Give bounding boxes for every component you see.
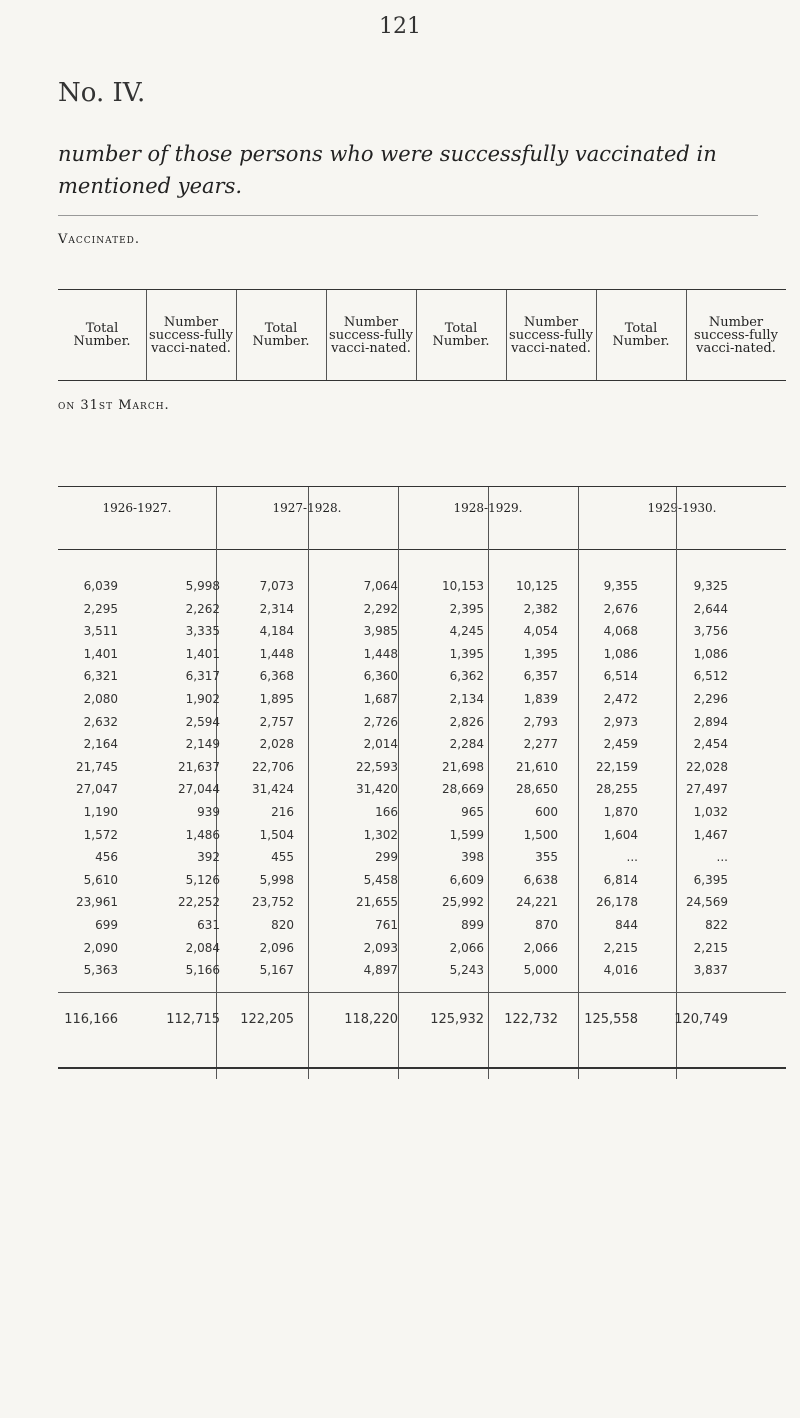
- table-cell: 4,897: [363, 963, 398, 978]
- table-cell: 6,814: [603, 872, 638, 887]
- column-header-row: [58, 289, 786, 381]
- table-cell: 939: [197, 805, 220, 819]
- table-cell: 456: [95, 850, 118, 865]
- table-cell: 600: [535, 805, 558, 819]
- table-cell: 21,698: [442, 759, 484, 774]
- total-cell: 118,220: [344, 1012, 398, 1027]
- table-cell: 2,093: [363, 940, 398, 955]
- table-cell: 7,064: [363, 579, 398, 593]
- table-row: [58, 711, 786, 733]
- table-cell: 4,054: [523, 624, 558, 639]
- table-cell: 5,167: [259, 963, 294, 978]
- table-cell: 1,895: [259, 692, 294, 706]
- column-header: Number success-fully vacci-nated.: [694, 314, 778, 356]
- table-cell: 23,961: [76, 895, 118, 910]
- table-cell: 1,870: [603, 805, 638, 819]
- table-cell: 3,837: [693, 963, 728, 978]
- table-cell: 699: [95, 918, 118, 932]
- column-header: Number success-fully vacci-nated.: [509, 314, 593, 356]
- table-cell: 2,277: [523, 737, 558, 752]
- table-cell: 6,360: [363, 669, 398, 684]
- table-cell: 870: [535, 918, 558, 932]
- table-row: [58, 846, 786, 868]
- table-cell: 5,243: [449, 963, 484, 978]
- table-cell: 27,497: [686, 782, 728, 797]
- table-cell: 6,512: [693, 669, 728, 684]
- total-cell: 112,715: [166, 1012, 220, 1027]
- table-cell: 21,745: [76, 759, 118, 774]
- table-cell: 2,080: [83, 692, 118, 706]
- table-cell: 1,302: [363, 827, 398, 842]
- table-cell: 2,726: [363, 714, 398, 729]
- table-cell: 1,086: [603, 646, 638, 661]
- table-cell: 2,292: [363, 601, 398, 616]
- table-cell: 23,752: [252, 895, 294, 910]
- table-cell: 2,215: [603, 940, 638, 955]
- table-cell: 6,362: [449, 669, 484, 684]
- column-header: Number success-fully vacci-nated.: [149, 314, 233, 356]
- table-row: [58, 914, 786, 936]
- page-number: 121: [379, 14, 421, 39]
- table-cell: 392: [197, 850, 220, 865]
- year-header: 1928-1929.: [453, 501, 523, 515]
- table-cell: 1,687: [363, 692, 398, 706]
- total-cell: 125,558: [584, 1012, 638, 1027]
- table-cell: 28,255: [596, 782, 638, 797]
- table-cell: 31,420: [356, 782, 398, 797]
- table-cell: 1,032: [693, 805, 728, 819]
- table-cell: 24,569: [686, 895, 728, 910]
- table-cell: 3,335: [185, 624, 220, 639]
- table-cell: 6,357: [523, 669, 558, 684]
- table-cell: 1,599: [449, 827, 484, 842]
- table-cell: 2,757: [259, 714, 294, 729]
- table-cell: 2,676: [603, 601, 638, 616]
- table-cell: 2,262: [185, 601, 220, 616]
- table-cell: 10,153: [442, 579, 484, 593]
- table-row: [58, 688, 786, 710]
- table-row: [58, 824, 786, 846]
- table-cell: 21,610: [516, 759, 558, 774]
- table-cell: 22,593: [356, 759, 398, 774]
- total-cell: 116,166: [64, 1012, 118, 1027]
- year-header: 1929-1930.: [647, 501, 717, 515]
- table-cell: 2,314: [259, 601, 294, 616]
- table-cell: 1,902: [185, 692, 220, 706]
- table-cell: 1,839: [523, 692, 558, 706]
- table-cell: 6,039: [83, 579, 118, 593]
- table-row: [58, 937, 786, 959]
- table-cell: 26,178: [596, 895, 638, 910]
- table-cell: 2,284: [449, 737, 484, 752]
- table-cell: 6,368: [259, 669, 294, 684]
- table-cell: 5,000: [523, 963, 558, 978]
- year-header: 1926-1927.: [102, 501, 172, 515]
- table-caption: number of those persons who were successfully vaccinated in mentioned years.: [58, 142, 717, 198]
- table-cell: 6,321: [83, 669, 118, 684]
- column-header: Total Number.: [432, 321, 490, 349]
- table-cell: 299: [375, 850, 398, 865]
- table-cell: 1,448: [363, 646, 398, 661]
- table-cell: 2,793: [523, 714, 558, 729]
- table-row: [58, 756, 786, 778]
- table-cell: 2,594: [185, 714, 220, 729]
- table-row: [58, 801, 786, 823]
- table-number: No. IV.: [58, 78, 146, 108]
- table-cell: 1,504: [259, 827, 294, 842]
- divider: [58, 1067, 786, 1069]
- table-cell: 2,164: [83, 737, 118, 752]
- table-cell: 5,458: [363, 872, 398, 887]
- table-cell: 25,992: [442, 895, 484, 910]
- table-cell: 2,395: [449, 601, 484, 616]
- table-cell: 2,295: [83, 601, 118, 616]
- table-cell: 2,134: [449, 692, 484, 706]
- column-divider: [416, 290, 417, 380]
- table-cell: 9,325: [693, 579, 728, 593]
- table-cell: 2,894: [693, 714, 728, 729]
- table-cell: 965: [461, 805, 484, 819]
- column-header: Total Number.: [612, 321, 670, 349]
- divider: [58, 992, 786, 993]
- data-table: [58, 486, 786, 1027]
- table-row: [58, 643, 786, 665]
- table-cell: 2,215: [693, 940, 728, 955]
- table-cell: 844: [615, 918, 638, 932]
- table-cell: 2,014: [363, 737, 398, 752]
- column-divider: [236, 290, 237, 380]
- table-cell: 22,028: [686, 759, 728, 774]
- table-cell: 455: [271, 850, 294, 865]
- table-cell: 1,486: [185, 827, 220, 842]
- table-cell: 6,317: [185, 669, 220, 684]
- table-cell: ...: [626, 850, 638, 865]
- date-label: on 31st March.: [58, 398, 170, 413]
- table-row: [58, 891, 786, 913]
- table-cell: 822: [705, 918, 728, 932]
- column-divider: [146, 290, 147, 380]
- table-cell: 22,706: [252, 759, 294, 774]
- table-row: [58, 778, 786, 800]
- table-cell: 21,655: [356, 895, 398, 910]
- column-divider: [326, 290, 327, 380]
- total-cell: 120,749: [674, 1012, 728, 1027]
- table-cell: 2,382: [523, 601, 558, 616]
- table-cell: 2,066: [449, 940, 484, 955]
- table-cell: 5,166: [185, 963, 220, 978]
- table-cell: 4,184: [259, 624, 294, 639]
- table-cell: 5,610: [83, 872, 118, 887]
- table-cell: 631: [197, 918, 220, 932]
- table-cell: 3,756: [693, 624, 728, 639]
- total-cell: 125,932: [430, 1012, 484, 1027]
- year-header: 1927-1928.: [272, 501, 342, 515]
- table-cell: 4,016: [603, 963, 638, 978]
- table-cell: 2,644: [693, 601, 728, 616]
- table-cell: 1,448: [259, 646, 294, 661]
- table-cell: 4,245: [449, 624, 484, 639]
- column-header: Total Number.: [73, 321, 131, 349]
- table-cell: 24,221: [516, 895, 558, 910]
- table-cell: 31,424: [252, 782, 294, 797]
- table-cell: 355: [535, 850, 558, 865]
- table-row: [58, 598, 786, 620]
- table-cell: 1,395: [523, 646, 558, 661]
- table-cell: 2,973: [603, 714, 638, 729]
- table-cell: 1,395: [449, 646, 484, 661]
- table-cell: 10,125: [516, 579, 558, 593]
- table-row: [58, 959, 786, 981]
- table-cell: 6,395: [693, 872, 728, 887]
- table-cell: 216: [271, 805, 294, 819]
- table-cell: ...: [716, 850, 728, 865]
- table-cell: 2,090: [83, 940, 118, 955]
- table-cell: 3,985: [363, 624, 398, 639]
- table-row: [58, 620, 786, 642]
- table-cell: 1,086: [693, 646, 728, 661]
- table-cell: 899: [461, 918, 484, 932]
- table-cell: 7,073: [259, 579, 294, 593]
- table-cell: 820: [271, 918, 294, 932]
- total-cell: 122,205: [240, 1012, 294, 1027]
- section-label: Vaccinated.: [58, 232, 141, 247]
- table-cell: 398: [461, 850, 484, 865]
- table-cell: 27,044: [178, 782, 220, 797]
- table-cell: 5,363: [83, 963, 118, 978]
- table-cell: 22,252: [178, 895, 220, 910]
- table-cell: 1,604: [603, 827, 638, 842]
- table-row: [58, 869, 786, 891]
- table-cell: 1,190: [83, 805, 118, 819]
- divider: [58, 215, 758, 216]
- table-cell: 28,669: [442, 782, 484, 797]
- column-divider: [686, 290, 687, 380]
- table-row: [58, 575, 786, 597]
- table-cell: 2,296: [693, 692, 728, 706]
- table-cell: 6,638: [523, 872, 558, 887]
- column-divider: [596, 290, 597, 380]
- table-cell: 4,068: [603, 624, 638, 639]
- table-cell: 2,149: [185, 737, 220, 752]
- column-header: Total Number.: [252, 321, 310, 349]
- total-cell: 122,732: [504, 1012, 558, 1027]
- table-cell: 2,096: [259, 940, 294, 955]
- table-cell: 1,401: [185, 646, 220, 661]
- table-row: [58, 665, 786, 687]
- table-cell: 1,467: [693, 827, 728, 842]
- table-cell: 5,998: [259, 872, 294, 887]
- table-cell: 5,998: [185, 579, 220, 593]
- table-cell: 1,572: [83, 827, 118, 842]
- column-header: Number success-fully vacci-nated.: [329, 314, 413, 356]
- table-cell: 2,066: [523, 940, 558, 955]
- table-cell: 2,472: [603, 692, 638, 706]
- table-cell: 27,047: [76, 782, 118, 797]
- column-divider: [506, 290, 507, 380]
- table-cell: 2,632: [83, 714, 118, 729]
- totals-row: [58, 1009, 786, 1033]
- table-cell: 28,650: [516, 782, 558, 797]
- table-cell: 761: [375, 918, 398, 932]
- table-cell: 6,514: [603, 669, 638, 684]
- table-cell: 166: [375, 805, 398, 819]
- table-cell: 1,401: [83, 646, 118, 661]
- table-cell: 1,500: [523, 827, 558, 842]
- table-cell: 2,084: [185, 940, 220, 955]
- table-cell: 5,126: [185, 872, 220, 887]
- table-cell: 6,609: [449, 872, 484, 887]
- table-cell: 2,028: [259, 737, 294, 752]
- table-cell: 2,454: [693, 737, 728, 752]
- table-cell: 2,826: [449, 714, 484, 729]
- table-cell: 2,459: [603, 737, 638, 752]
- table-cell: 3,511: [83, 624, 118, 639]
- table-cell: 21,637: [178, 759, 220, 774]
- table-row: [58, 733, 786, 755]
- table-cell: 22,159: [596, 759, 638, 774]
- table-cell: 9,355: [603, 579, 638, 593]
